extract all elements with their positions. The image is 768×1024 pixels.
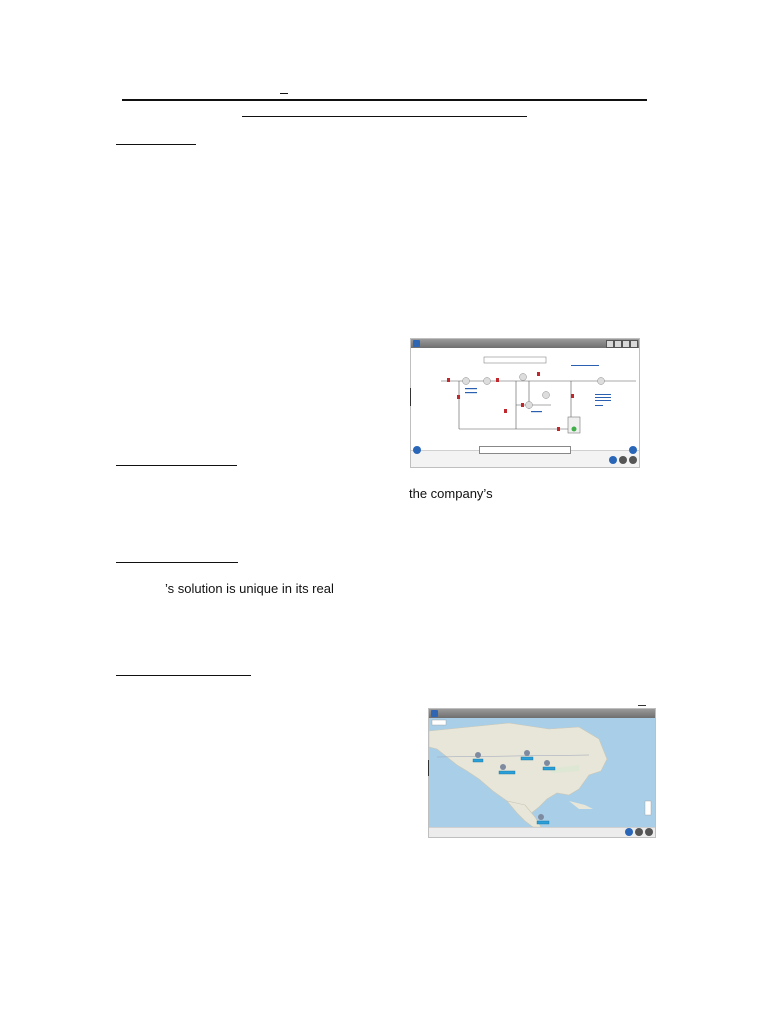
section-heading-rule-2 — [116, 465, 237, 466]
window-footer — [429, 827, 655, 837]
title-dash — [279, 80, 286, 94]
figure2-top-tick — [638, 705, 646, 706]
process-diagram-screenshot — [410, 338, 640, 468]
footer-button-icon[interactable] — [629, 456, 637, 464]
window-footer — [411, 450, 639, 467]
body-text-company: the company’s — [409, 486, 493, 501]
map-screenshot — [428, 708, 656, 838]
section-heading-rule-3 — [116, 562, 238, 563]
footer-button-icon[interactable] — [625, 828, 633, 836]
body-text-solution: ’s solution is unique in its real — [165, 581, 334, 596]
section-heading-rule-4 — [116, 675, 251, 676]
figure2-left-tick — [428, 760, 429, 776]
section-heading-rule-1 — [116, 144, 196, 145]
subtitle-underline — [242, 116, 527, 117]
title-underline-long — [122, 99, 647, 101]
nav-right-icon[interactable] — [629, 446, 637, 454]
footer-button-icon[interactable] — [609, 456, 617, 464]
footer-button-icon[interactable] — [619, 456, 627, 464]
figure1-left-tick — [410, 388, 411, 406]
map-view — [429, 709, 655, 837]
footer-button-icon[interactable] — [645, 828, 653, 836]
nav-left-icon[interactable] — [413, 446, 421, 454]
footer-button-icon[interactable] — [635, 828, 643, 836]
dropdown-select[interactable] — [479, 446, 571, 454]
